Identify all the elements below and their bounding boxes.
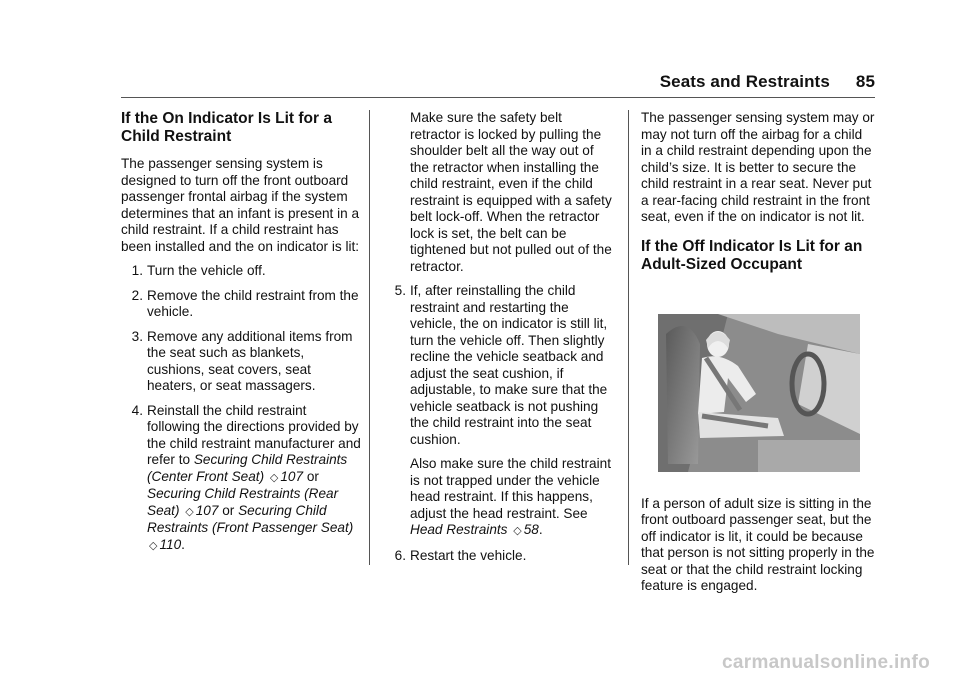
list-item: 1. Turn the vehicle off. [131,263,266,278]
page-reference[interactable]: 107 [195,502,219,518]
cross-reference-link[interactable]: Securing Child Restraints (Front Passenger Seat) [147,502,354,535]
cross-reference-link[interactable]: Head Restraints [410,522,508,537]
section-heading-on-indicator: If the On Indicator Is Lit for a Child Restraint [121,110,332,145]
list-item: 5. If, after reinstalling the child restraint and restarting the vehicle, the on indicator is still lit, turn the vehicle off. Then slightly recline the vehicle seatback and adjust the seat cushion, if adjustable, to make sure that the vehicle seatback is not pushing the child restraint into the seat cushion. Also make sure the child restraint is not trapped under the vehicle head restraint. If this happens, adjust the head restraint. See Head Restraints ◇ 58. [394,283,611,537]
intro-paragraph: The passenger sensing system may or may not turn off the airbag for a child in a child restraint depending upon the child’s size. It is better to secure the child restraint in a rear seat. Never put a rear-facing child restraint in the front seat, even if the on indicator is not lit. [641,110,875,224]
column-divider-2 [628,110,629,565]
column-1 [121,110,361,562]
column-2 [384,110,616,572]
adult-occupant-illustration [658,314,860,472]
page-number: 85 [855,72,875,91]
page-reference[interactable]: 107 [280,468,304,484]
list-item: 3. Remove any additional items from the seat such as blankets, cushions, seat covers, seat heaters, or seat massagers. [131,328,353,393]
watermark: carmanualsonline.info [722,652,930,673]
page-header [0,72,875,92]
passenger-illustration-icon [658,314,860,472]
intro-paragraph: The passenger sensing system is designed to turn off the front outboard passenger frontal airbag if the system determines that an infant is present in a child restraint. If a child restraint has been installed and the on indicator is lit: [121,156,360,254]
list-item: 4. Reinstall the child restraint following the directions provided by the child restraint manufacturer and refer to Securing Child Restraints (Center Front Seat) ◇ 107 or Securing Child Restraints (Rear Seat) ◇ 107 or Securing Child Restraints (Front Passenger Seat) ◇ 110. [131,402,361,552]
cross-reference-link[interactable]: Securing Child Restraints (Rear Seat) [147,486,339,518]
list-item: 2. Remove the child restraint from the vehicle. [131,287,359,319]
column-3 [641,110,875,603]
page-reference[interactable]: 110 [159,536,182,552]
page-ref-icon: ◇ [513,525,522,537]
page-reference[interactable]: 58 [523,522,539,537]
list-item: 6. Restart the vehicle. [394,547,527,563]
continued-paragraph: Make sure the safety belt retractor is locked by pulling the shoulder belt all the way out of the retractor when installing the child restraint, even if the child restraint is equipped with a safety belt lock-off. When the retractor lock is set, the belt can be tightened but not pulled out of the retractor. [410,110,612,274]
page-ref-icon: ◇ [269,471,279,484]
page-ref-icon: ◇ [185,505,194,518]
column-divider-1 [369,110,370,565]
section-title: Seats and Restraints [659,72,830,91]
header-rule [121,97,875,98]
section-heading-off-indicator: If the Off Indicator Is Lit for an Adult-Sized Occupant [641,237,863,273]
adult-occupant-paragraph: If a person of adult size is sitting in the front outboard passenger seat, but the off indicator is lit, it could be because that person is not sitting properly in the seat or that the child restraint locking feature is engaged. [641,495,875,593]
cross-reference-link[interactable]: Securing Child Restraints (Center Front Seat) [147,452,348,484]
page-ref-icon: ◇ [149,539,158,552]
